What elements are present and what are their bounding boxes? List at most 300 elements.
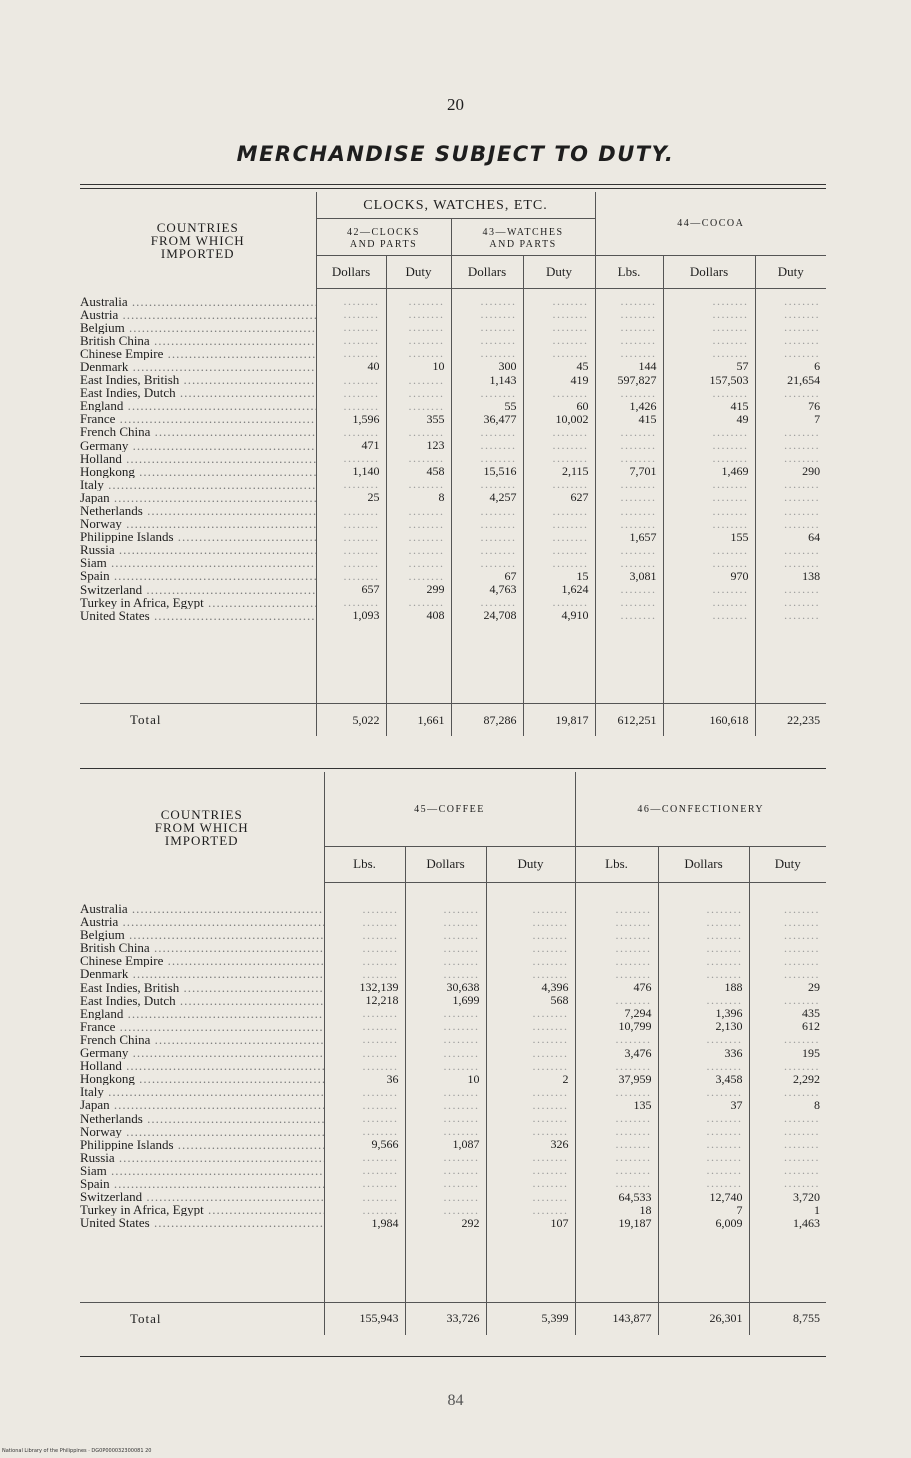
- table-cell: 627: [570, 490, 589, 505]
- table-cell: 18: [639, 1202, 652, 1217]
- table-cell: [596, 518, 657, 531]
- data-column: [663, 289, 755, 704]
- table-cell: [487, 1086, 569, 1099]
- table-cell: 435: [802, 1006, 821, 1021]
- country-name: French China .....: [80, 1033, 324, 1046]
- table-cell: [524, 544, 589, 557]
- footer-page-number: 84: [447, 1392, 464, 1409]
- table-cell: 6,009: [715, 1215, 743, 1230]
- table-cell: [317, 557, 380, 570]
- total-value: 26,301: [658, 1302, 749, 1335]
- table-cell: [756, 505, 821, 518]
- table-cell: [524, 505, 589, 518]
- country-name: Norway .....: [80, 1125, 324, 1138]
- table-cell: [325, 942, 399, 955]
- table-cell: 135: [633, 1097, 652, 1112]
- country-name: Japan .....: [80, 1098, 324, 1111]
- group-header-cocoa: 44—COCOA: [595, 192, 826, 256]
- total-value: 87,286: [451, 704, 523, 737]
- table-cell: 1,624: [561, 582, 589, 597]
- table-cell: 37: [730, 1097, 743, 1112]
- group-header-clocks-watches: CLOCKS, WATCHES, ETC.: [316, 192, 595, 219]
- country-name: Russia .....: [80, 1151, 324, 1164]
- table-cell: [576, 942, 652, 955]
- countries-header: [80, 192, 316, 289]
- table-cell: [387, 374, 445, 387]
- table-cell: [576, 955, 652, 968]
- table-cell: 12,740: [709, 1189, 743, 1204]
- column-header: Dollars: [316, 256, 386, 289]
- table-cell: 568: [550, 993, 569, 1008]
- countries-header-line: COUNTRIES: [160, 806, 243, 822]
- country-name: Germany .....: [80, 439, 316, 452]
- table-cell: [750, 929, 821, 942]
- table-cell: [756, 491, 821, 504]
- table-cell: 2,292: [793, 1071, 821, 1086]
- table-cell: 300: [498, 359, 517, 374]
- total-value: 143,877: [575, 1302, 658, 1335]
- table-cell: [659, 1086, 743, 1099]
- country-name: Philippine Islands .....: [80, 1138, 324, 1151]
- table-cell: 76: [808, 398, 821, 413]
- top-rule-double: [80, 188, 826, 189]
- country-name: East Indies, British .....: [80, 373, 316, 386]
- table-cell: [750, 1033, 821, 1046]
- table-cell: 415: [638, 411, 657, 426]
- table-cell: 7,294: [624, 1006, 652, 1021]
- country-name: Chinese Empire .....: [80, 954, 324, 967]
- table-cell: 8: [438, 490, 445, 505]
- table-cell: 290: [802, 464, 821, 479]
- table-cell: [750, 1060, 821, 1073]
- table-cell: 155: [730, 529, 749, 544]
- page-title: MERCHANDISE SUBJECT TO DUTY.: [236, 142, 675, 166]
- table-cell: [325, 1191, 399, 1204]
- table-cell: 408: [426, 608, 445, 623]
- subheader-watches-line: 43—WATCHES: [482, 227, 564, 238]
- table-cell: 4,910: [561, 608, 589, 623]
- table-cell: 40: [367, 359, 380, 374]
- table-cell: 36,477: [483, 411, 517, 426]
- country-name: United States .....: [80, 609, 316, 622]
- country-name: Philippine Islands .....: [80, 530, 316, 543]
- data-column: [595, 289, 663, 704]
- table-cell: 970: [730, 568, 749, 583]
- column-header: Dollars: [405, 847, 486, 883]
- table-cell: 157,503: [709, 372, 749, 387]
- table-cell: [387, 544, 445, 557]
- table-cell: [317, 531, 380, 544]
- country-name: England .....: [80, 399, 316, 412]
- table-cell: [406, 1177, 480, 1190]
- table-cell: 21,654: [787, 372, 821, 387]
- table-cell: [524, 518, 589, 531]
- country-name: Australia .....: [80, 902, 324, 915]
- table-cell: 188: [724, 980, 743, 995]
- country-name: French China .....: [80, 425, 316, 438]
- table-cell: [487, 1047, 569, 1060]
- data-column: [523, 289, 595, 704]
- table-cell: [487, 1191, 569, 1204]
- country-name: France .....: [80, 1020, 324, 1033]
- country-name: British China .....: [80, 941, 324, 954]
- table-cell: [576, 1177, 652, 1190]
- table-cell: 299: [426, 582, 445, 597]
- country-name: Chinese Empire .....: [80, 347, 316, 360]
- table-cell: [664, 609, 749, 622]
- column-header: Lbs.: [595, 256, 663, 289]
- column-header: Lbs.: [324, 847, 405, 883]
- table-cell: [596, 544, 657, 557]
- table-cell: 657: [361, 582, 380, 597]
- country-name: Norway .....: [80, 517, 316, 530]
- table-cell: [659, 1177, 743, 1190]
- table-cell: 597,827: [617, 372, 657, 387]
- table-cell: [317, 518, 380, 531]
- table-cell: 292: [461, 1215, 480, 1230]
- table-cell: 67: [504, 568, 517, 583]
- table-cell: 37,959: [618, 1071, 652, 1086]
- table-cell: [387, 557, 445, 570]
- table-cell: [325, 1177, 399, 1190]
- clocks-watches-cocoa-table: [80, 192, 826, 736]
- table-cell: [406, 942, 480, 955]
- table-cell: 1,087: [452, 1137, 480, 1152]
- table-cell: [406, 1060, 480, 1073]
- table-cell: [756, 347, 821, 360]
- table-cell: [406, 955, 480, 968]
- table-cell: [524, 557, 589, 570]
- table-cell: [387, 518, 445, 531]
- table-cell: [317, 387, 380, 400]
- country-name: Austria .....: [80, 915, 324, 928]
- table-cell: 1,093: [352, 608, 380, 623]
- table-cell: [325, 955, 399, 968]
- countries-header-line: IMPORTED: [160, 245, 235, 261]
- total-value: 19,817: [523, 704, 595, 737]
- table-cell: 1,699: [452, 993, 480, 1008]
- table-cell: 3,458: [715, 1071, 743, 1086]
- table-cell: 1,596: [352, 411, 380, 426]
- table-cell: 15,516: [483, 464, 517, 479]
- table-cell: 25: [367, 490, 380, 505]
- data-column: [658, 882, 749, 1302]
- country-name: Switzerland .....: [80, 1190, 324, 1203]
- table-cell: [576, 903, 652, 916]
- table-cell: [750, 942, 821, 955]
- country-name: Netherlands .....: [80, 1112, 324, 1125]
- table-cell: 15: [576, 568, 589, 583]
- data-column: [316, 289, 386, 704]
- table-cell: 123: [426, 438, 445, 453]
- table-cell: [406, 1047, 480, 1060]
- table-cell: [387, 505, 445, 518]
- data-column: [575, 882, 658, 1302]
- total-value: 22,235: [755, 704, 826, 737]
- countries-header-line: IMPORTED: [164, 832, 239, 848]
- table-cell: [664, 387, 749, 400]
- column-header: Duty: [749, 847, 826, 883]
- table-cell: [756, 387, 821, 400]
- table-cell: [452, 544, 517, 557]
- table-cell: [325, 1047, 399, 1060]
- table-cell: [325, 1086, 399, 1099]
- country-name: Siam .....: [80, 556, 316, 569]
- country-list: [80, 289, 316, 704]
- table-cell: [664, 557, 749, 570]
- country-name: Spain .....: [80, 1177, 324, 1190]
- table-cell: [325, 1060, 399, 1073]
- table-cell: 1,463: [793, 1215, 821, 1230]
- table-cell: 6: [814, 359, 821, 374]
- table-cell: [750, 903, 821, 916]
- table-cell: [452, 518, 517, 531]
- table-cell: 419: [570, 372, 589, 387]
- country-name: Spain .....: [80, 569, 316, 582]
- table-cell: 7,701: [629, 464, 657, 479]
- table-cell: [487, 942, 569, 955]
- table-cell: 2,130: [715, 1019, 743, 1034]
- table-cell: 355: [426, 411, 445, 426]
- country-name: Denmark .....: [80, 360, 316, 373]
- table-cell: [664, 347, 749, 360]
- data-column: [749, 882, 826, 1302]
- table-cell: [576, 929, 652, 942]
- table-cell: [317, 374, 380, 387]
- table-cell: 1,143: [489, 372, 517, 387]
- total-value: 612,251: [595, 704, 663, 737]
- table-cell: 1,396: [715, 1006, 743, 1021]
- group-header-coffee: 45—COFFEE: [324, 772, 575, 847]
- table-cell: [317, 544, 380, 557]
- table-cell: 1,426: [629, 398, 657, 413]
- table-cell: [325, 1033, 399, 1046]
- country-name: Siam .....: [80, 1164, 324, 1177]
- bottom-rule: [80, 1356, 826, 1357]
- table-cell: [750, 955, 821, 968]
- column-header: Duty: [386, 256, 451, 289]
- table-cell: [659, 903, 743, 916]
- table-cell: [659, 1060, 743, 1073]
- table-cell: 10: [432, 359, 445, 374]
- table-cell: 1,140: [352, 464, 380, 479]
- total-value: 5,022: [316, 704, 386, 737]
- table-cell: [659, 942, 743, 955]
- total-value: 1,661: [386, 704, 451, 737]
- table-cell: [452, 505, 517, 518]
- table-cell: 3,081: [629, 568, 657, 583]
- table-cell: 7: [736, 1202, 743, 1217]
- table-cell: 9,566: [371, 1137, 399, 1152]
- scan-credit: National Library of the Philippines · DG0P000032300081 20: [2, 1448, 152, 1454]
- subheader-clocks-line: 42—CLOCKS: [347, 227, 420, 238]
- table-cell: [487, 1177, 569, 1190]
- table-cell: [452, 531, 517, 544]
- table-cell: 471: [361, 438, 380, 453]
- country-name: Hongkong .....: [80, 1072, 324, 1085]
- country-name: Turkey in Africa, Egypt .....: [80, 596, 316, 609]
- table-cell: [576, 1033, 652, 1046]
- data-column: [386, 289, 451, 704]
- table-cell: 107: [550, 1215, 569, 1230]
- country-name: Belgium .....: [80, 928, 324, 941]
- table-cell: [406, 1204, 480, 1217]
- table-cell: 1,984: [371, 1215, 399, 1230]
- total-value: 33,726: [405, 1302, 486, 1335]
- table-cell: 10: [467, 1071, 480, 1086]
- total-value: 160,618: [663, 704, 755, 737]
- table-cell: [659, 929, 743, 942]
- table-cell: 29: [808, 980, 821, 995]
- country-name: Italy .....: [80, 478, 316, 491]
- table-cell: 3,720: [793, 1189, 821, 1204]
- table-cell: 3,476: [624, 1045, 652, 1060]
- table-cell: [325, 903, 399, 916]
- table-cell: 64,533: [618, 1189, 652, 1204]
- table-cell: 60: [576, 398, 589, 413]
- table-cell: [406, 903, 480, 916]
- table-cell: 30,638: [446, 980, 480, 995]
- table-cell: [406, 929, 480, 942]
- table-cell: 4,763: [489, 582, 517, 597]
- subheader-clocks-line: AND PARTS: [349, 239, 418, 250]
- table-cell: [487, 1033, 569, 1046]
- country-name: Denmark .....: [80, 967, 324, 980]
- table-cell: [576, 1060, 652, 1073]
- total-value: 8,755: [749, 1302, 826, 1335]
- country-name: Japan .....: [80, 491, 316, 504]
- coffee-confectionery-table: [80, 772, 826, 1335]
- table-cell: 4,257: [489, 490, 517, 505]
- table-cell: 1,657: [629, 529, 657, 544]
- country-name: Turkey in Africa, Egypt .....: [80, 1203, 324, 1216]
- column-header: Dollars: [663, 256, 755, 289]
- table-cell: [325, 929, 399, 942]
- data-column: [324, 882, 405, 1302]
- table-cell: 2,115: [561, 464, 589, 479]
- table-cell: 132,139: [359, 980, 399, 995]
- table-cell: [387, 387, 445, 400]
- table-cell: [487, 1060, 569, 1073]
- countries-header-line: FROM WHICH: [150, 232, 245, 248]
- country-name: Australia .....: [80, 295, 316, 308]
- country-name: Holland .....: [80, 452, 316, 465]
- table-cell: [487, 903, 569, 916]
- table-cell: [756, 518, 821, 531]
- table-cell: [664, 505, 749, 518]
- table-cell: [387, 478, 445, 491]
- country-name: Russia .....: [80, 543, 316, 556]
- table-cell: [387, 531, 445, 544]
- table-cell: [406, 916, 480, 929]
- group-header-confectionery: 46—CONFECTIONERY: [575, 772, 826, 847]
- country-name: East Indies, British .....: [80, 981, 324, 994]
- data-column: [486, 882, 575, 1302]
- table-cell: [756, 544, 821, 557]
- page-number: 20: [447, 95, 464, 114]
- table-cell: 195: [802, 1045, 821, 1060]
- total-value: 5,399: [486, 1302, 575, 1335]
- country-name: Netherlands .....: [80, 504, 316, 517]
- table-cell: 64: [808, 529, 821, 544]
- country-name: British China .....: [80, 334, 316, 347]
- column-header: Dollars: [451, 256, 523, 289]
- country-name: Austria .....: [80, 308, 316, 321]
- country-name: France .....: [80, 412, 316, 425]
- data-column: [451, 289, 523, 704]
- country-name: Switzerland .....: [80, 583, 316, 596]
- table-cell: [664, 518, 749, 531]
- table-cell: 336: [724, 1045, 743, 1060]
- top-rule: [80, 184, 826, 185]
- table-cell: [576, 916, 652, 929]
- table-cell: 55: [504, 398, 517, 413]
- table-cell: [325, 1204, 399, 1217]
- table-cell: 24,708: [483, 608, 517, 623]
- table-cell: [487, 1204, 569, 1217]
- table-cell: [664, 544, 749, 557]
- table-cell: [406, 1191, 480, 1204]
- table-cell: [659, 955, 743, 968]
- countries-header-line: COUNTRIES: [156, 219, 239, 235]
- table-cell: [452, 557, 517, 570]
- column-header: Dollars: [658, 847, 749, 883]
- table-cell: [524, 531, 589, 544]
- table-cell: [487, 929, 569, 942]
- table-cell: [406, 1086, 480, 1099]
- country-name: United States .....: [80, 1216, 324, 1229]
- table-cell: 57: [736, 359, 749, 374]
- country-name: Belgium .....: [80, 321, 316, 334]
- table-cell: 144: [638, 359, 657, 374]
- table-cell: 458: [426, 464, 445, 479]
- table-cell: 138: [802, 568, 821, 583]
- total-value: 155,943: [324, 1302, 405, 1335]
- country-list: [80, 882, 324, 1302]
- table-cell: [452, 387, 517, 400]
- table-cell: 45: [576, 359, 589, 374]
- table-cell: 10,002: [555, 411, 589, 426]
- table-cell: [325, 916, 399, 929]
- table-cell: [750, 1177, 821, 1190]
- table-cell: 1,469: [721, 464, 749, 479]
- table-cell: [659, 1033, 743, 1046]
- column-header: Duty: [755, 256, 826, 289]
- countries-header-line: FROM WHICH: [154, 819, 249, 835]
- table-cell: 476: [633, 980, 652, 995]
- table-cell: 8: [814, 1097, 821, 1112]
- table-cell: [750, 916, 821, 929]
- table-cell: [317, 505, 380, 518]
- table-cell: [756, 557, 821, 570]
- table-cell: [596, 387, 657, 400]
- subheader-watches-line: AND PARTS: [489, 239, 557, 250]
- country-name: England .....: [80, 1007, 324, 1020]
- country-name: Italy .....: [80, 1085, 324, 1098]
- table-cell: [596, 609, 657, 622]
- total-row: [80, 1302, 826, 1335]
- table-cell: [387, 400, 445, 413]
- table-cell: 12,218: [365, 993, 399, 1008]
- table-cell: 36: [386, 1071, 399, 1086]
- table-cell: [576, 1086, 652, 1099]
- table-cell: 10,799: [618, 1019, 652, 1034]
- table-cell: [406, 1033, 480, 1046]
- subheader-clocks: [316, 219, 451, 256]
- country-name: East Indies, Dutch .....: [80, 386, 316, 399]
- table-cell: [596, 491, 657, 504]
- table-cell: 1: [814, 1202, 821, 1217]
